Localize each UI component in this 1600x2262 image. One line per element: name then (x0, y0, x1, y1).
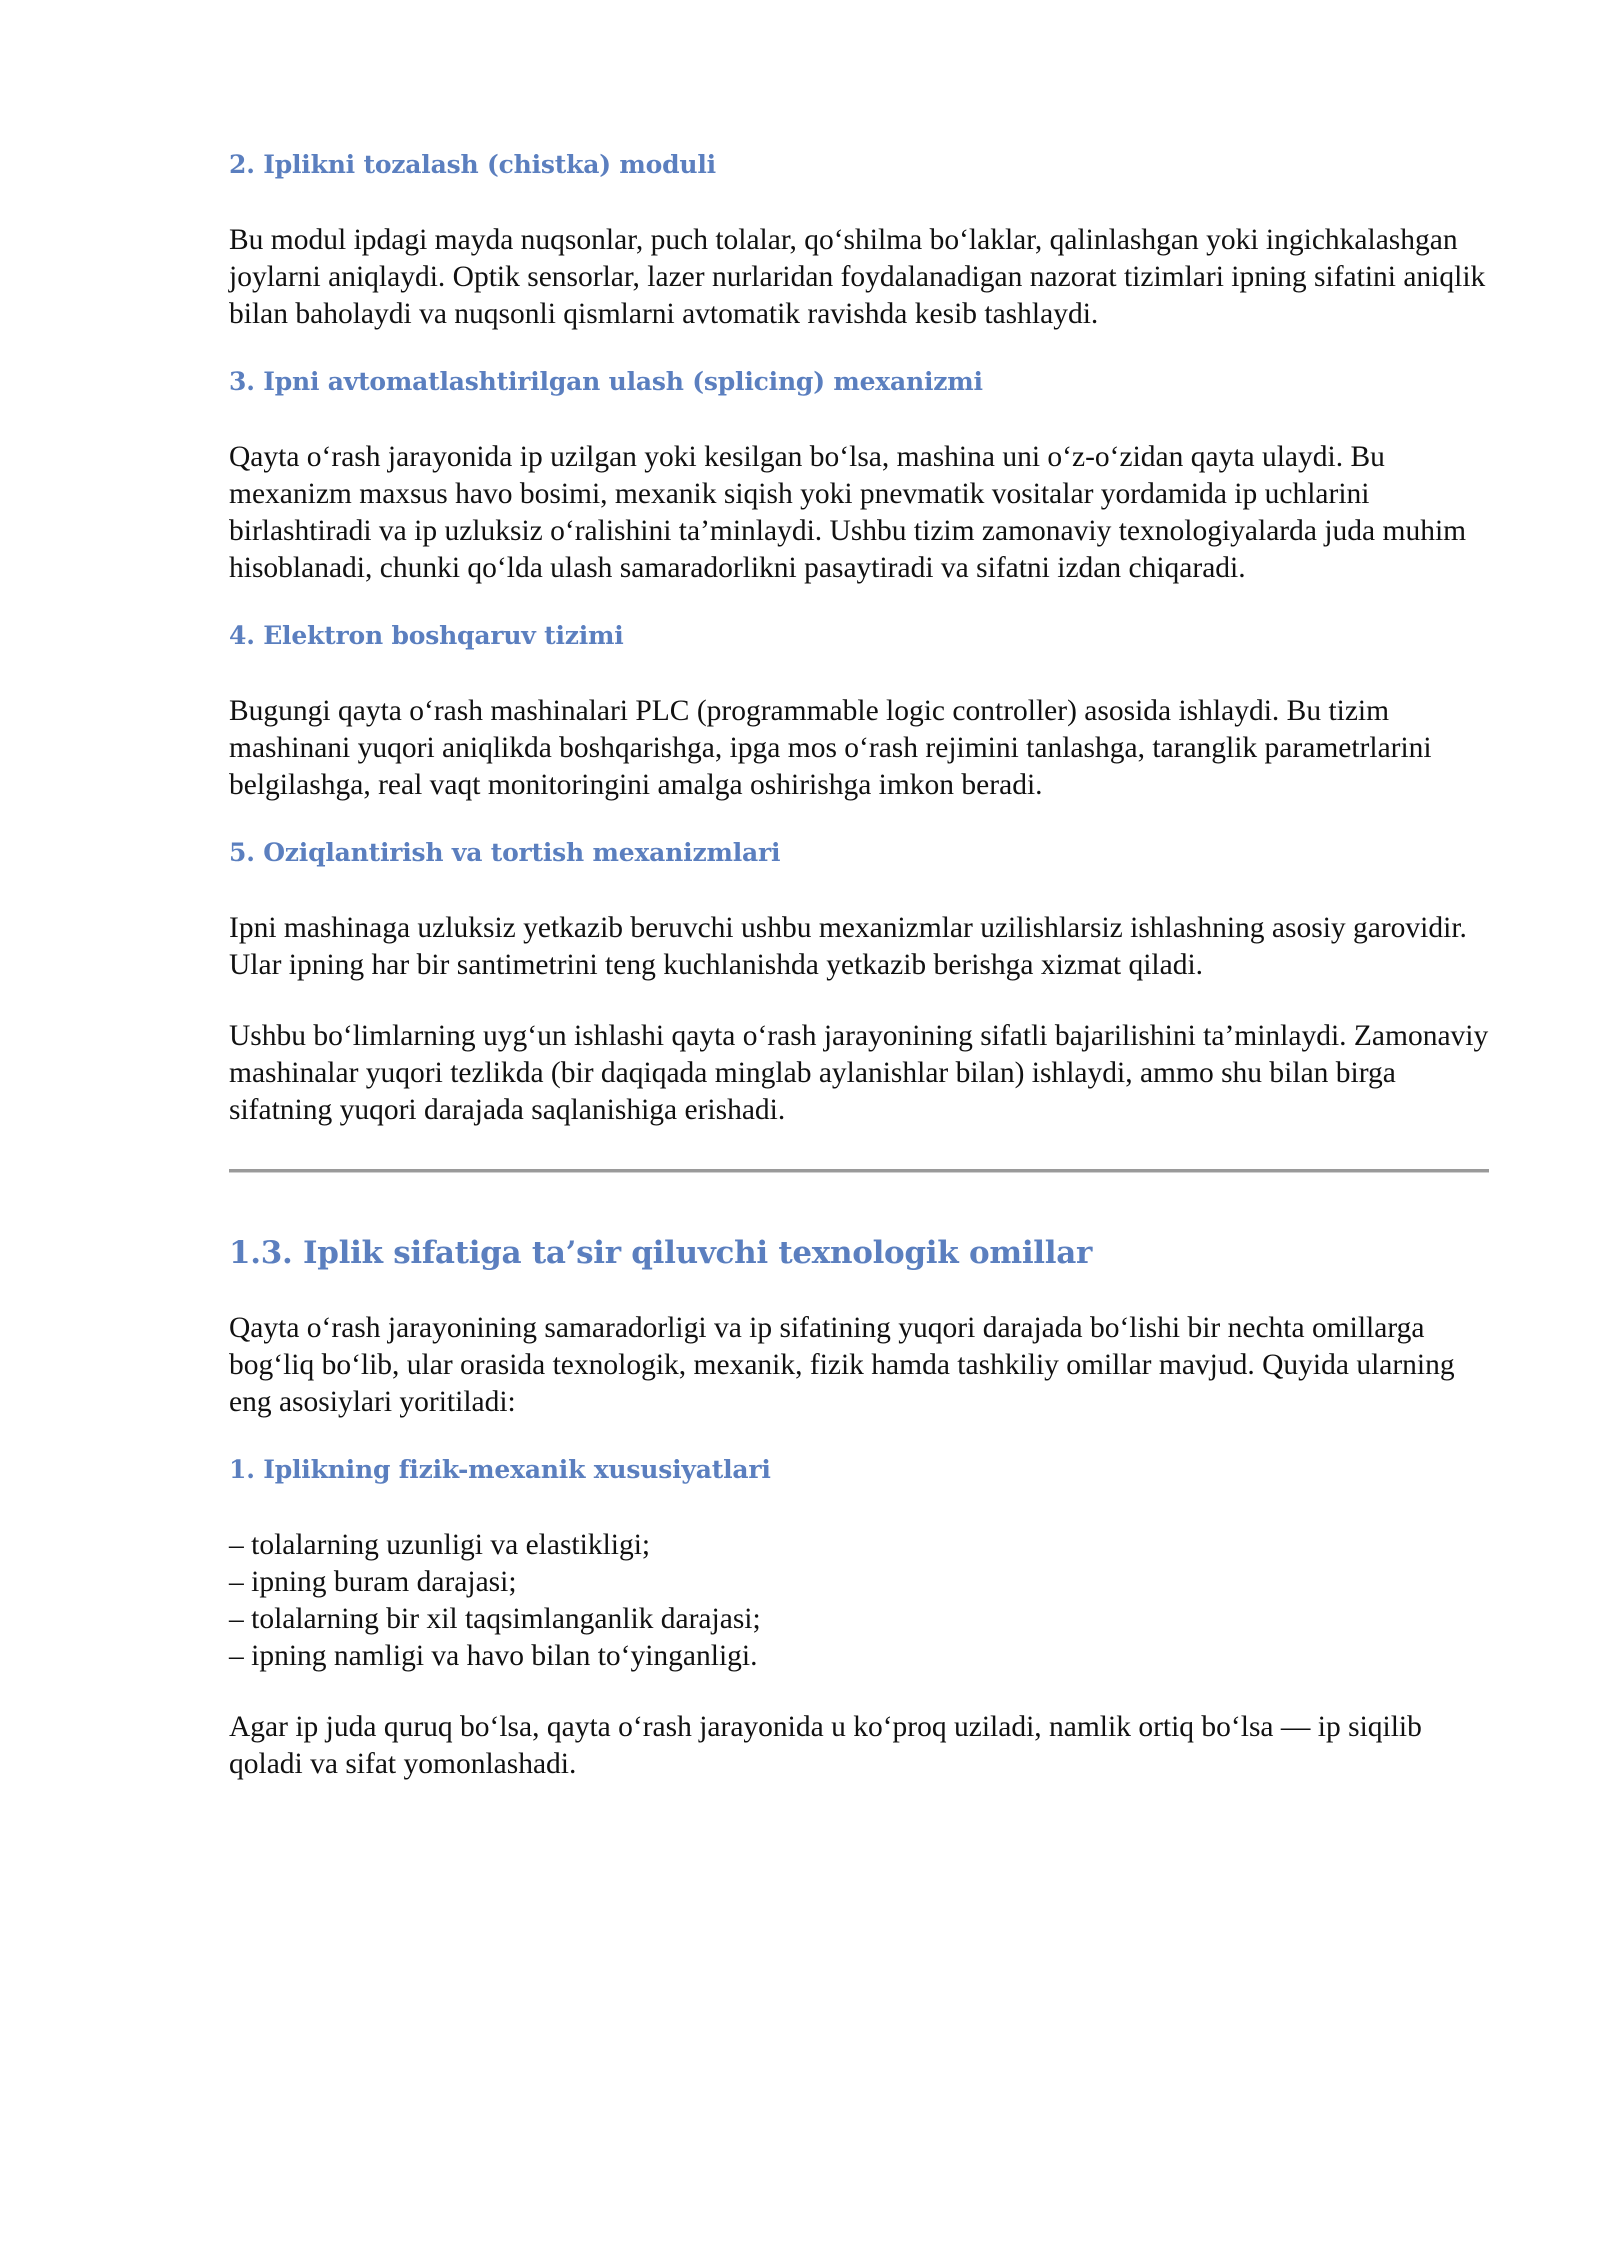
property-list (229, 1527, 1489, 1675)
list-item: – ipning buram darajasi; (229, 1566, 517, 1599)
chapter-intro-paragraph: Qayta o‘rash jarayonining samaradorligi va ip sifatining yuqori darajada bo‘lishi bir nechta omillarga bog‘liq bo‘lib, ular orasida texnologik, mexanik, fizik hamda tashkiliy omillar mavjud. Quyida ularning eng asosiylari yoritiladi: (229, 1312, 1455, 1419)
list-item: – ipning namligi va havo bilan to‘yinganligi. (229, 1640, 758, 1673)
page-content (229, 150, 1489, 1783)
paragraph-feeding: Ipni mashinaga uzluksiz yetkazib beruvchi ushbu mexanizmlar uzilishlarsiz ishlashning asosiy garovidir. Ular ipning har bir santimetrini teng kuchlanishda yetkazib berishga xizmat qiladi. (229, 912, 1467, 981)
closing-paragraph: Agar ip juda quruq bo‘lsa, qayta o‘rash jarayonida u ko‘proq uziladi, namlik ortiq bo‘lsa — ip siqilib qoladi va sifat yomonlashadi. (229, 1711, 1422, 1781)
section-heading-splicing: 3. Ipni avtomatlashtirilgan ulash (splicing) mexanizmi (229, 367, 983, 396)
paragraph-splicing: Qayta o‘rash jarayonida ip uzilgan yoki kesilgan bo‘lsa, mashina uni o‘z-o‘zidan qayta ulaydi. Bu mexanizm maxsus havo bosimi, mexanik siqish yoki pnevmatik vositalar yordamida ip uchlarini birlashtiradi va ip uzluksiz o‘ralishini ta’minlaydi. Ushbu tizim zamonaviy texnologiyalarda juda muhim hisoblanadi, chunki qo‘lda ulash samaradorlikni pasaytiradi va sifatni izdan chiqaradi. (229, 441, 1467, 584)
paragraph-summary: Ushbu bo‘limlarning uyg‘un ishlashi qayta o‘rash jarayonining sifatli bajarilishini ta’minlaydi. Zamonaviy mashinalar yuqori tezlikda (bir daqiqada minglab aylanishlar bilan) ishlaydi, ammo shu bilan birga sifatning yuqori darajada saqlanishiga erishadi. (229, 1020, 1489, 1126)
subheading-physical-properties: 1. Iplikning fizik-mexanik xususiyatlari (229, 1455, 771, 1485)
section-heading-feeding: 5. Oziqlantirish va tortish mexanizmlari (229, 838, 781, 867)
section-heading-electronic-control: 4. Elektron boshqaruv tizimi (229, 621, 624, 650)
chapter-heading: 1.3. Iplik sifatiga ta’sir qiluvchi texnologik omillar (229, 1235, 1093, 1271)
paragraph-electronic-control: Bugungi qayta o‘rash mashinalari PLC (programmable logic controller) asosida ishlaydi. Bu tizim mashinani yuqori aniqlikda boshqarishga, ipga mos o‘rash rejimini tanlashga, taranglik parametrlarini belgilashga, real vaqt monitoringini amalga oshirishga imkon beradi. (229, 695, 1432, 801)
list-item: – tolalarning uzunligi va elastikligi; (229, 1529, 651, 1562)
paragraph-cleaning-module: Bu modul ipdagi mayda nuqsonlar, puch tolalar, qo‘shilma bo‘laklar, qalinlashgan yoki ingichkalashgan joylarni aniqlaydi. Optik sensorlar, lazer nurlaridan foydalanadigan nazorat tizimlari ipning sifatini aniqlik bilan baholaydi va nuqsonli qismlarni avtomatik ravishda kesib tashlaydi. (229, 224, 1486, 330)
list-item: – tolalarning bir xil taqsimlanganlik darajasi; (229, 1603, 761, 1636)
section-heading-cleaning-module: 2. Iplikni tozalash (chistka) moduli (229, 150, 716, 179)
